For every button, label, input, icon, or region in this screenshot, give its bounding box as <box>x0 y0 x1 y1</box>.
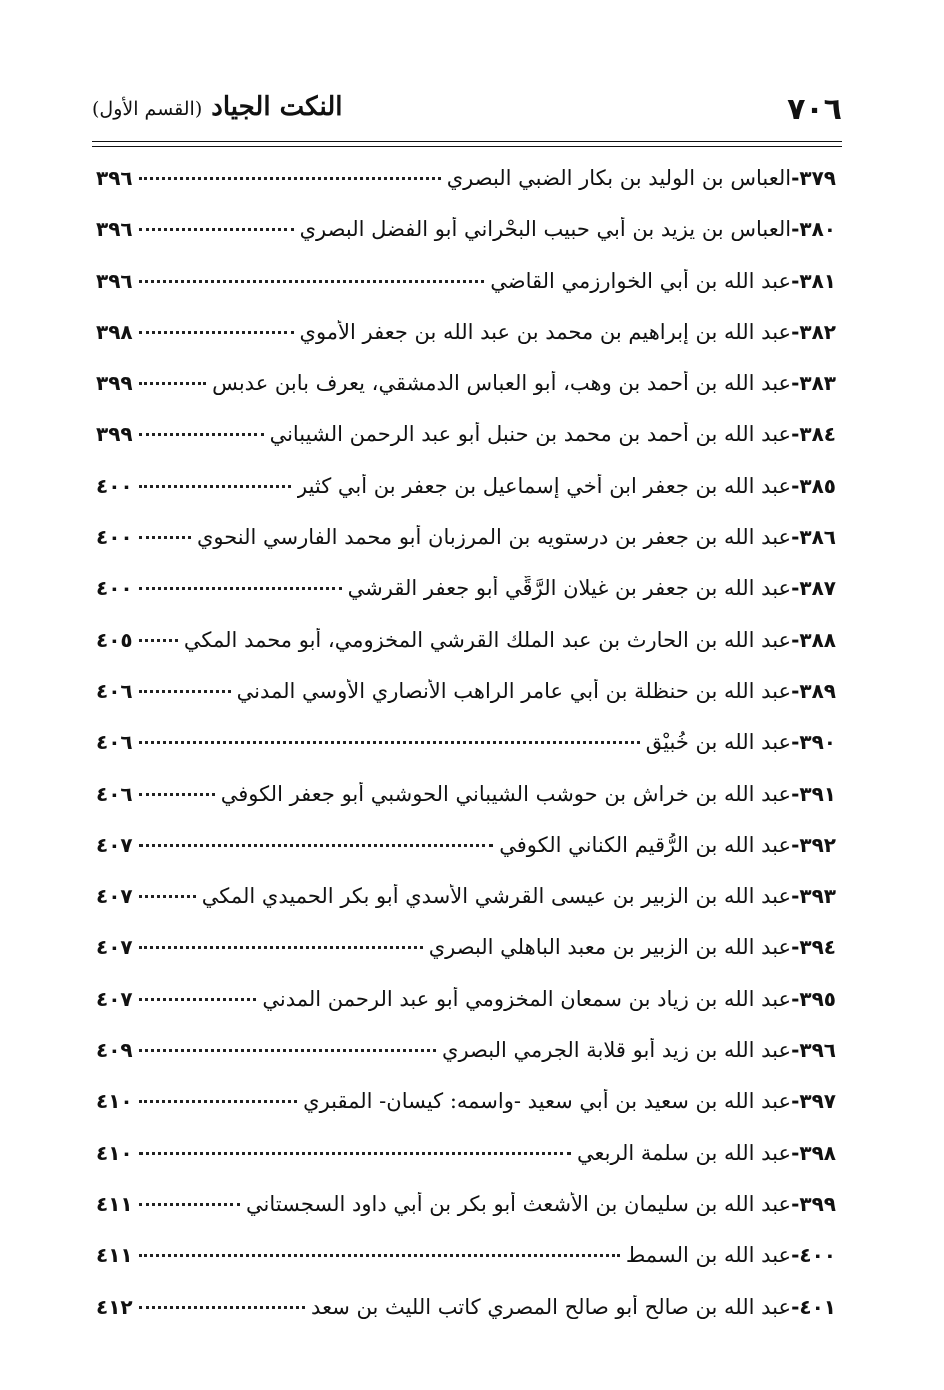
entry-number: ٣٩١- <box>791 781 836 806</box>
dot-leader <box>139 1100 298 1103</box>
dot-leader <box>139 946 423 949</box>
entry-page-number: ٣٩٩ <box>96 371 133 396</box>
toc-entry <box>96 987 836 1038</box>
toc-entry <box>96 474 836 525</box>
entry-page-number: ٤٠٠ <box>96 576 133 601</box>
entry-page-number: ٤٠٠ <box>96 525 133 550</box>
dot-leader <box>139 1049 436 1052</box>
toc-entry <box>96 320 836 371</box>
entry-name: عبد الله بن جعفر بن غيلان الرَّقِّي أبو جعفر القرشي <box>347 576 792 601</box>
dot-leader <box>139 895 196 898</box>
toc-entry <box>96 1243 836 1294</box>
entry-name: عبد الله بن إبراهيم بن محمد بن عبد الله بن جعفر الأموي <box>299 319 792 344</box>
entry-page-number: ٤٠٧ <box>96 986 133 1011</box>
dot-leader <box>139 536 191 539</box>
dot-leader <box>139 998 257 1001</box>
entry-number: ٣٨٤- <box>791 422 836 447</box>
entry-number: ٣٩٩- <box>791 1191 836 1216</box>
toc-entry <box>96 1295 836 1346</box>
toc-entry <box>96 422 836 473</box>
entry-name: عبد الله بن جعفر ابن أخي إسماعيل بن جعفر بن أبي كثير <box>296 473 792 498</box>
dot-leader <box>139 1152 571 1155</box>
entry-number: ٣٩٨- <box>791 1140 836 1165</box>
entry-name: عبد الله بن صالح أبو صالح المصري كاتب الليث بن سعد <box>311 1294 792 1319</box>
entry-page-number: ٣٩٨ <box>96 319 133 344</box>
book-title <box>92 92 343 122</box>
entry-page-number: ٤٠٧ <box>96 884 133 909</box>
toc-entry <box>96 1038 836 1089</box>
entry-name: العباس بن يزيد بن أبي حبيب البحْراني أبو الفضل البصري <box>299 217 792 242</box>
entry-number: ٣٩٧- <box>791 1089 836 1114</box>
entry-name: عبد الله بن السمط <box>625 1243 792 1268</box>
toc-entry <box>96 935 836 986</box>
dot-leader <box>139 177 441 180</box>
entry-page-number: ٤٠٩ <box>96 1038 133 1063</box>
entry-number: ٤٠١- <box>791 1294 836 1319</box>
toc-entry <box>96 1141 836 1192</box>
dot-leader <box>139 280 485 283</box>
entry-name: العباس بن الوليد بن بكار الضبي البصري <box>446 166 792 190</box>
dot-leader <box>139 1203 240 1206</box>
entry-number: ٣٨٢- <box>791 319 836 344</box>
toc-entry <box>96 371 836 422</box>
entry-page-number: ٤١٠ <box>96 1140 133 1165</box>
entry-name: عبد الله بن خُبيْق <box>645 730 792 755</box>
entry-page-number: ٤٠٦ <box>96 678 133 703</box>
dot-leader <box>139 587 342 590</box>
entry-page-number: ٤٠٠ <box>96 473 133 498</box>
entry-page-number: ٤٠٥ <box>96 627 133 652</box>
dot-leader <box>139 382 206 385</box>
dot-leader <box>139 690 231 693</box>
toc-entry <box>96 525 836 576</box>
entry-number: ٣٨١- <box>791 268 836 293</box>
entry-page-number: ٤٠٦ <box>96 781 133 806</box>
dot-leader <box>139 433 264 436</box>
page-header <box>92 84 842 134</box>
entry-name: عبد الله بن سليمان بن الأشعث أبو بكر بن أبي داود السجستاني <box>246 1191 792 1216</box>
entry-name: عبد الله بن أحمد بن محمد بن حنبل أبو عبد الرحمن الشيباني <box>269 422 792 447</box>
entry-page-number: ٤٠٦ <box>96 730 133 755</box>
dot-leader <box>139 1306 305 1309</box>
entry-name: عبد الله بن خراش بن حوشب الشيباني الحوشبي أبو جعفر الكوفي <box>220 781 792 806</box>
dot-leader <box>139 741 640 744</box>
toc-entry <box>96 269 836 320</box>
entry-name: عبد الله بن زياد بن سمعان المخزومي أبو عبد الرحمن المدني <box>262 986 792 1011</box>
toc-entry <box>96 782 836 833</box>
entry-name: عبد الله بن الرُّقيم الكناني الكوفي <box>499 832 792 857</box>
toc-entry <box>96 576 836 627</box>
entry-number: ٣٧٩- <box>791 166 836 190</box>
entry-number: ٣٩٥- <box>791 986 836 1011</box>
entry-number: ٣٨٠- <box>791 217 836 242</box>
entry-number: ٣٨٦- <box>791 525 836 550</box>
entry-number: ٣٨٣- <box>791 371 836 396</box>
entry-name: عبد الله بن جعفر بن درستويه بن المرزبان أبو محمد الفارسي النحوي <box>196 525 792 550</box>
dot-leader <box>139 639 178 642</box>
page-number: ٧٠٦ <box>787 92 842 127</box>
entry-number: ٣٨٧- <box>791 576 836 601</box>
entry-number: ٣٩٣- <box>791 884 836 909</box>
entry-page-number: ٤١١ <box>96 1191 133 1216</box>
entry-page-number: ٣٩٦ <box>96 268 133 293</box>
entry-name: عبد الله بن زيد أبو قلابة الجرمي البصري <box>442 1038 792 1063</box>
book-section: (القسم الأول) <box>92 98 203 120</box>
entry-number: ٣٩٦- <box>791 1038 836 1063</box>
entry-name: عبد الله بن أحمد بن وهب، أبو العباس الدمشقي، يعرف بابن عدبس <box>212 371 792 396</box>
entry-name: عبد الله بن أُبي الخوارزمي القاضي <box>490 268 792 293</box>
dot-leader <box>139 485 291 488</box>
dot-leader <box>139 228 294 231</box>
toc-entry <box>96 1192 836 1243</box>
entry-number: ٣٩٠- <box>791 730 836 755</box>
toc-entry <box>96 1089 836 1140</box>
dot-leader <box>139 331 294 334</box>
table-of-contents <box>96 166 836 1346</box>
entry-page-number: ٣٩٦ <box>96 217 133 242</box>
toc-entry <box>96 217 836 268</box>
entry-number: ٣٩٤- <box>791 935 836 960</box>
book-title-text: النكت الجياد <box>211 92 343 122</box>
entry-name: عبد الله بن حنظلة بن أبي عامر الراهب الأنصاري الأوسي المدني <box>236 678 792 703</box>
entry-number: ٤٠٠- <box>791 1243 836 1268</box>
entry-name: عبد الله بن سلمة الربعي <box>576 1140 792 1165</box>
dot-leader <box>139 1254 620 1257</box>
entry-page-number: ٤١٢ <box>96 1294 133 1319</box>
dot-leader <box>139 844 494 847</box>
entry-name: عبد الله بن الزبير بن عيسى القرشي الأسدي أبو بكر الحميدي المكي <box>201 884 792 909</box>
toc-entry <box>96 166 836 217</box>
header-rule-bottom <box>92 146 842 147</box>
toc-entry <box>96 679 836 730</box>
entry-number: ٣٨٥- <box>791 473 836 498</box>
header-rule-top <box>92 141 842 142</box>
dot-leader <box>139 793 215 796</box>
entry-page-number: ٤٠٧ <box>96 832 133 857</box>
entry-number: ٣٨٨- <box>791 627 836 652</box>
entry-name: عبد الله بن الحارث بن عبد الملك القرشي المخزومي، أبو محمد المكي <box>183 627 792 652</box>
entry-page-number: ٣٩٦ <box>96 166 133 190</box>
entry-page-number: ٣٩٩ <box>96 422 133 447</box>
entry-page-number: ٤١١ <box>96 1243 133 1268</box>
entry-number: ٣٩٢- <box>791 832 836 857</box>
toc-entry <box>96 884 836 935</box>
entry-name: عبد الله بن سعيد بن أبي سعيد -واسمه: كيسان- المقبري <box>303 1089 792 1114</box>
entry-name: عبد الله بن الزبير بن معبد الباهلي البصري <box>428 935 792 960</box>
entry-page-number: ٤٠٧ <box>96 935 133 960</box>
toc-entry <box>96 833 836 884</box>
toc-entry <box>96 730 836 781</box>
toc-entry <box>96 628 836 679</box>
entry-page-number: ٤١٠ <box>96 1089 133 1114</box>
entry-number: ٣٨٩- <box>791 678 836 703</box>
